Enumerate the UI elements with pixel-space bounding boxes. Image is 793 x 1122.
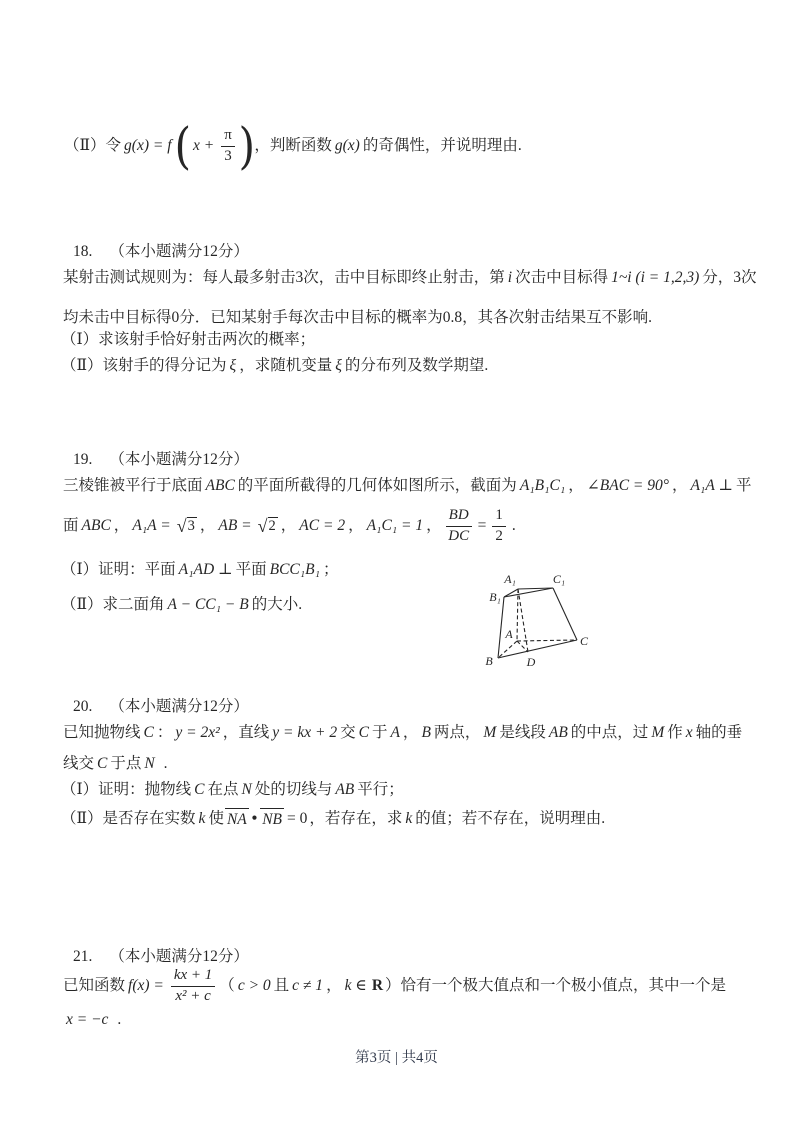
- math-run: R: [371, 977, 384, 995]
- fraction: [492, 507, 506, 545]
- text-run: 面: [63, 517, 79, 535]
- figure-dashed-edges: [498, 589, 577, 658]
- math-run: ξ: [335, 357, 342, 375]
- text-run: 线交: [63, 755, 95, 773]
- math-run: c > 0: [237, 977, 271, 995]
- vector-overline: NB: [260, 808, 284, 829]
- text-run: （本小题满分12分）: [109, 243, 249, 261]
- vertex-label-a1: A₁: [504, 572, 516, 586]
- radical-sign: √: [257, 516, 268, 536]
- math-run: .: [113, 1011, 122, 1029]
- math-run: N: [144, 755, 155, 773]
- math-run: C: [194, 781, 205, 799]
- text-run: 轴的垂: [695, 724, 743, 742]
- text-run: ，: [199, 517, 216, 535]
- q20-header: [73, 695, 249, 719]
- page-footer: 第3页 | 共4页: [355, 1050, 438, 1066]
- math-run: C: [143, 724, 154, 742]
- q20-part1-line: [61, 778, 404, 802]
- math-run: AC = 2: [299, 517, 346, 535]
- vertex-label-b: B: [485, 654, 493, 668]
- text-run: （Ⅱ）令: [64, 137, 122, 155]
- fraction: [446, 507, 472, 545]
- math-run: g(x): [334, 137, 360, 155]
- text-run: 19.: [73, 451, 93, 469]
- text-run: ，: [113, 517, 130, 535]
- text-run: 21.: [73, 948, 93, 966]
- math-run: ∠BAC = 90°: [586, 477, 669, 495]
- text-run: （Ⅱ）求二面角: [61, 596, 165, 614]
- math-run: k: [405, 810, 413, 828]
- math-run: 1~i (i = 1,2,3): [611, 269, 700, 287]
- math-run: ABC: [81, 517, 111, 535]
- math-run: k: [198, 810, 206, 828]
- text-run: 的值；若不存在，说明理由.: [415, 810, 606, 828]
- text-run: 平面: [235, 561, 267, 579]
- text-run: （本小题满分12分）: [109, 948, 249, 966]
- q17-part2-line: （Ⅱ）令 g(x) = f ( x + $\frac{\pi}{3}$ ) ，判断函数 g(x) 的奇偶性，并说明理由.: [64, 117, 522, 175]
- text-run: 是线段: [499, 724, 546, 742]
- text-run: 于: [371, 724, 388, 742]
- q18-part1-line: [61, 328, 315, 352]
- text-run: 已知抛物线: [63, 724, 141, 742]
- math-run: y = 2x²: [175, 724, 220, 742]
- fraction-denominator: 2: [495, 527, 503, 544]
- fraction-denominator: x² + c: [175, 987, 211, 1004]
- text-run: （Ⅰ）求该射手恰好射击两次的概率；: [61, 331, 316, 349]
- text-run: 次击中目标得: [515, 269, 609, 287]
- math-run: A₁A =: [132, 517, 171, 535]
- math-run: M: [651, 724, 665, 742]
- text-run: ，: [280, 517, 297, 535]
- vertex-label-c1: C₁: [552, 572, 566, 586]
- fraction: [171, 967, 215, 1005]
- text-run: ，判断函数: [254, 137, 332, 155]
- text-run: ，: [671, 477, 688, 495]
- frustum-figure: [452, 566, 602, 674]
- q20-part2-line: [61, 806, 605, 832]
- text-run: （本小题满分12分）: [109, 698, 249, 716]
- math-run: k ∈: [344, 977, 367, 995]
- text-run: 在点: [207, 781, 239, 799]
- q18-part2-line: [61, 354, 488, 378]
- text-run: 的中点，过: [570, 724, 649, 742]
- text-run: ，: [426, 517, 442, 535]
- math-run: A: [390, 724, 400, 742]
- text-run: ；: [323, 561, 339, 579]
- fraction-numerator: kx + 1: [171, 967, 215, 986]
- math-run: i: [507, 269, 513, 287]
- math-run: A₁C₁ = 1: [366, 517, 424, 535]
- text-run: （Ⅱ）该射手的得分记为: [61, 357, 227, 375]
- fraction-numerator: π: [221, 127, 235, 146]
- math-run: AB: [335, 781, 355, 799]
- q21-body-line-1: [63, 963, 726, 1009]
- fraction-numerator: BD: [446, 507, 472, 526]
- q21-body-line-2: [63, 1008, 123, 1032]
- text-run: 的平面所截得的几何体如图所示，截面为: [237, 477, 517, 495]
- text-run: 已知函数: [63, 977, 126, 995]
- text-run: ）恰有一个极大值点和一个极小值点，其中一个是: [385, 977, 727, 995]
- text-run: 均未击中目标得0分．已知某射手每次击中目标的概率为0.8，其各次射击结果互不影响.: [63, 309, 653, 327]
- text-run: ，直线: [222, 724, 270, 742]
- text-run: 且: [273, 977, 290, 995]
- vector-overline: NA: [225, 808, 249, 829]
- q20-body-line-1: [63, 721, 742, 745]
- math-run: AB: [548, 724, 568, 742]
- math-run: A − CC₁ − B: [167, 596, 249, 614]
- text-run: 作: [667, 724, 683, 742]
- text-run: 分，3次: [702, 269, 757, 287]
- fraction-numerator: 1: [492, 507, 506, 526]
- text-run: ：: [156, 724, 173, 742]
- text-run: 平: [735, 477, 752, 495]
- text-run: ，: [348, 517, 364, 535]
- text-run: ，: [326, 977, 342, 995]
- text-run: （Ⅰ）证明：抛物线: [61, 781, 192, 799]
- math-run: f(x) =: [128, 977, 164, 995]
- fraction-denominator: DC: [448, 527, 470, 544]
- math-run: y = kx + 2: [272, 724, 338, 742]
- math-run: = 0: [287, 810, 308, 828]
- q19-part2-line: [61, 593, 302, 617]
- text-run: （Ⅱ）是否存在实数: [61, 810, 196, 828]
- math-run: ABC: [205, 477, 235, 495]
- q18-body-line-1: [63, 266, 757, 290]
- math-run: .: [511, 517, 516, 535]
- q18-body-line-2: [63, 306, 652, 330]
- text-run: 的大小.: [251, 596, 303, 614]
- fraction: [221, 127, 235, 165]
- q18-header: [73, 240, 249, 264]
- math-run: A₁B₁C₁: [519, 477, 566, 495]
- vertex-label-a: A: [505, 627, 513, 641]
- vertex-label-c: C: [579, 634, 589, 648]
- text-run: ，: [402, 724, 419, 742]
- math-run: BCC₁B₁: [269, 561, 321, 579]
- math-run: x = −c: [66, 1011, 109, 1029]
- radicand: 2: [268, 518, 276, 534]
- math-run: M: [483, 724, 497, 742]
- q19-part1-line: [61, 558, 339, 582]
- text-run: 的分布列及数学期望.: [344, 357, 489, 375]
- math-run: A₁A ⊥: [690, 477, 733, 495]
- math-run: ξ: [229, 357, 237, 375]
- radical-sign: √: [176, 516, 187, 536]
- math-run: A₁AD ⊥: [178, 561, 233, 579]
- vertex-label-b1: B₁: [489, 590, 501, 604]
- q19-body-line-1: [63, 474, 751, 498]
- math-run: N: [241, 781, 252, 799]
- q19-header: [73, 448, 249, 472]
- radicand: 3: [187, 518, 195, 534]
- sqrt-expression: [177, 517, 197, 535]
- text-run: 18.: [73, 243, 93, 261]
- text-run: 处的切线与: [254, 781, 333, 799]
- text-run: ，若存在，求: [309, 810, 403, 828]
- text-run: （: [219, 977, 235, 995]
- math-run: c ≠ 1: [292, 977, 324, 995]
- text-run: （Ⅰ）证明：平面: [61, 561, 176, 579]
- text-run: ，: [568, 477, 584, 495]
- math-run: g(x) = f: [124, 137, 172, 155]
- text-run: 使: [208, 810, 224, 828]
- text-run: 两点，: [433, 724, 481, 742]
- text-run: 三棱锥被平行于底面: [63, 477, 203, 495]
- fraction-denominator: 3: [224, 147, 232, 164]
- text-run: （本小题满分12分）: [109, 451, 249, 469]
- math-run: AB =: [218, 517, 252, 535]
- sqrt-expression: [258, 517, 278, 535]
- text-run: 平行；: [357, 781, 404, 799]
- vertex-label-d: D: [526, 655, 536, 669]
- math-run: C: [97, 755, 108, 773]
- text-run: ，求随机变量: [239, 357, 333, 375]
- math-run: x +: [193, 137, 215, 155]
- math-run: =: [477, 517, 487, 535]
- math-run: C: [358, 724, 369, 742]
- math-run: .: [159, 755, 168, 773]
- text-run: 交: [340, 724, 356, 742]
- math-run: •: [251, 810, 258, 828]
- math-run: x: [685, 724, 693, 742]
- text-run: 的奇偶性，并说明理由.: [362, 137, 522, 155]
- text-run: 某射击测试规则为：每人最多射击3次，击中目标即终止射击，第: [63, 269, 505, 287]
- q20-body-line-2: [63, 752, 169, 776]
- math-run: B: [421, 724, 431, 742]
- text-run: 20.: [73, 698, 93, 716]
- text-run: 于点: [110, 755, 142, 773]
- q19-body-line-2: [63, 505, 518, 547]
